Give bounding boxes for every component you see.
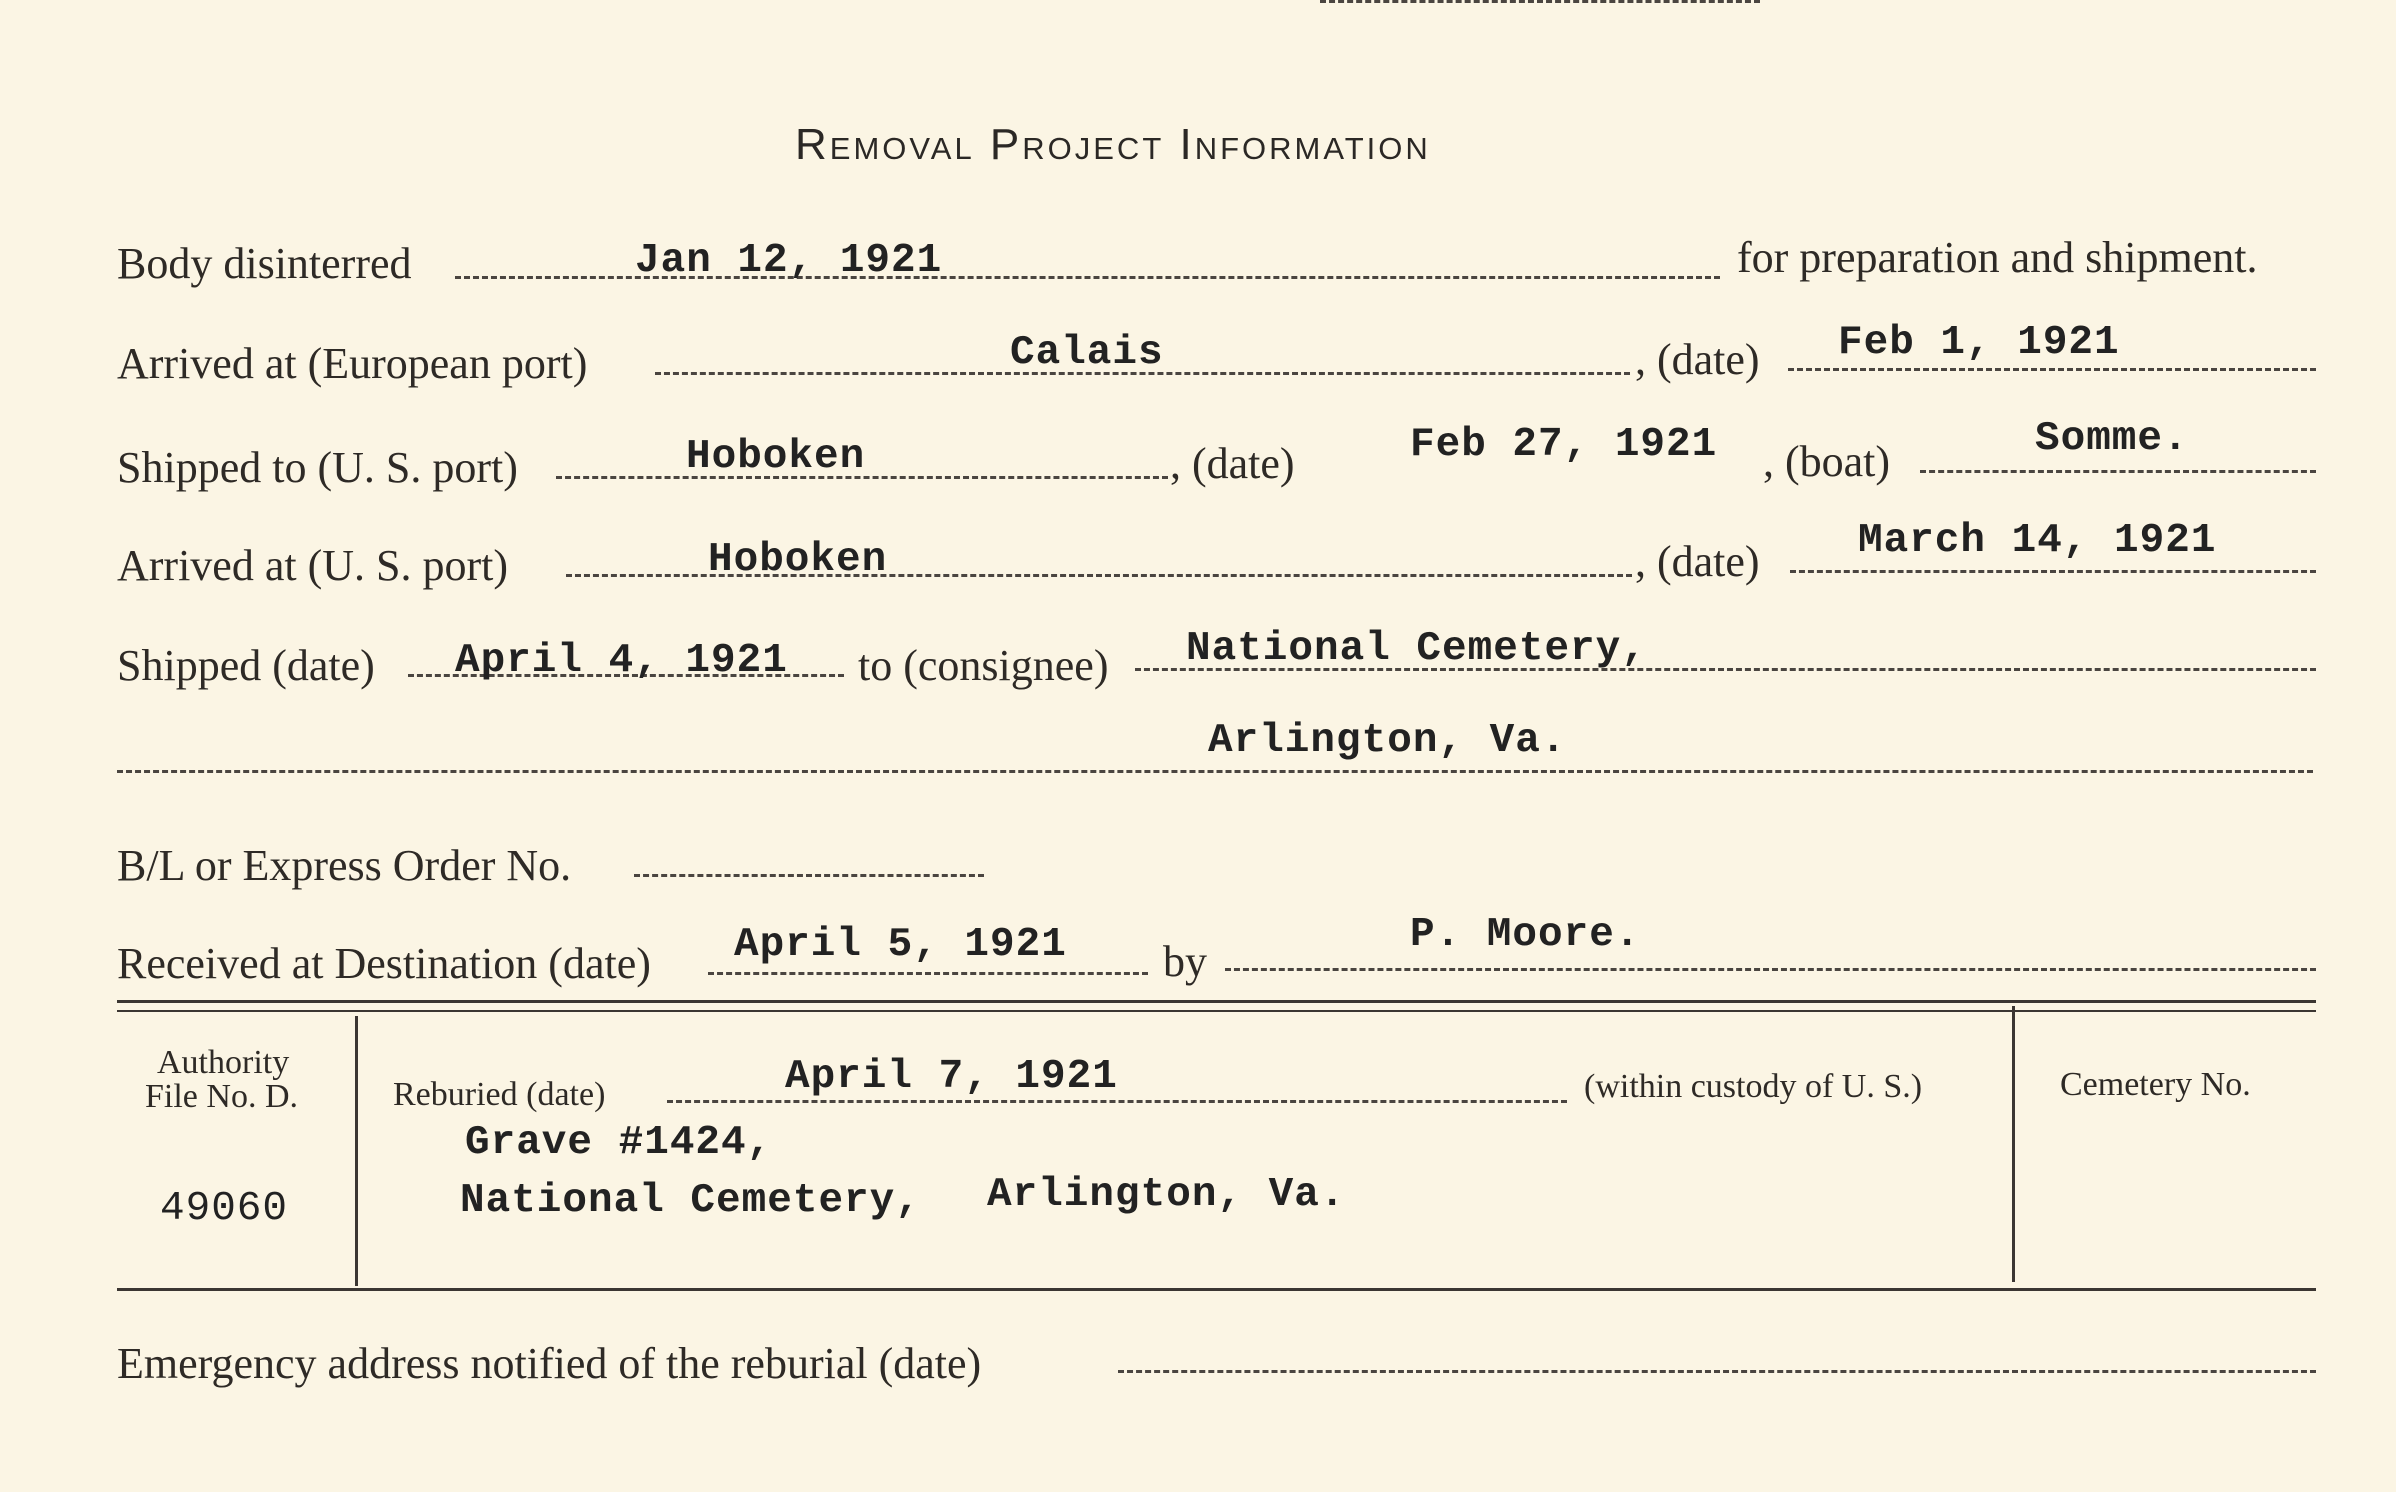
- shipped-us-value: Hoboken: [686, 434, 866, 480]
- received-line: [708, 972, 1148, 975]
- shipped-us-date-label: , (date): [1170, 439, 1295, 488]
- box-top-rule-2: [117, 1010, 2316, 1012]
- by-label: by: [1163, 937, 1207, 986]
- emergency-line: [1118, 1370, 2316, 1373]
- custody-label: (within custody of U. S.): [1584, 1068, 1923, 1105]
- authority-value: 49060: [160, 1186, 289, 1232]
- boat-line: [1920, 470, 2316, 473]
- boat-value: Somme.: [2035, 416, 2189, 462]
- shipped-us-date-value: Feb 27, 1921: [1410, 422, 1718, 468]
- arrived-eu-date-value: Feb 1, 1921: [1838, 320, 2120, 366]
- grave-line-1: Grave #1424,: [465, 1120, 773, 1166]
- emergency-label: Emergency address notified of the reburial (date): [117, 1339, 982, 1388]
- cemetery-no-label: Cemetery No.: [2060, 1066, 2251, 1103]
- arrived-eu-value: Calais: [1010, 330, 1164, 376]
- reburied-line: [667, 1100, 1567, 1103]
- shipped-date-value: April 4, 1921: [455, 638, 788, 684]
- body-disinterred-label: Body disinterred: [117, 239, 412, 288]
- shipped-date-label: Shipped (date): [117, 641, 375, 690]
- grave-line-2: National Cemetery,: [460, 1178, 921, 1224]
- consignee-value-2: Arlington, Va.: [1208, 718, 1567, 764]
- shipped-us-label: Shipped to (U. S. port): [117, 443, 518, 492]
- arrived-us-label: Arrived at (U. S. port): [117, 541, 509, 590]
- bl-line: [634, 874, 984, 877]
- reburied-label: Reburied (date): [393, 1076, 606, 1113]
- bl-label: B/L or Express Order No.: [117, 841, 572, 890]
- received-value: April 5, 1921: [734, 922, 1067, 968]
- consignee-line-2: [117, 770, 2313, 773]
- reburied-value: April 7, 1921: [785, 1054, 1118, 1100]
- arrived-eu-date-label: , (date): [1635, 335, 1760, 384]
- box-divider-right: [2012, 1006, 2015, 1282]
- by-value: P. Moore.: [1410, 912, 1641, 958]
- shipped-us-date-line: [1320, 0, 1760, 3]
- grave-line-3: Arlington, Va.: [987, 1172, 1346, 1218]
- authority-label-2: File No. D.: [145, 1078, 298, 1115]
- arrived-eu-date-line: [1788, 368, 2316, 371]
- consignee-label: to (consignee): [858, 641, 1109, 690]
- received-label: Received at Destination (date): [117, 939, 651, 988]
- boat-label: , (boat): [1763, 437, 1891, 486]
- by-line: [1225, 968, 2316, 971]
- consignee-value-1: National Cemetery,: [1186, 626, 1647, 672]
- box-bottom-rule: [117, 1288, 2316, 1291]
- box-top-rule-1: [117, 1000, 2316, 1003]
- arrived-us-date-value: March 14, 1921: [1858, 518, 2217, 564]
- page-title: Removal Project Information: [795, 120, 1431, 169]
- body-disinterred-suffix: for preparation and shipment.: [1737, 233, 2258, 282]
- arrived-us-date-label: , (date): [1635, 537, 1760, 586]
- body-disinterred-value: Jan 12, 1921: [635, 238, 943, 284]
- arrived-eu-label: Arrived at (European port): [117, 339, 588, 388]
- arrived-us-value: Hoboken: [708, 537, 888, 583]
- authority-label-1: Authority: [157, 1044, 290, 1081]
- arrived-us-date-line: [1790, 570, 2316, 573]
- box-divider-left: [355, 1016, 358, 1286]
